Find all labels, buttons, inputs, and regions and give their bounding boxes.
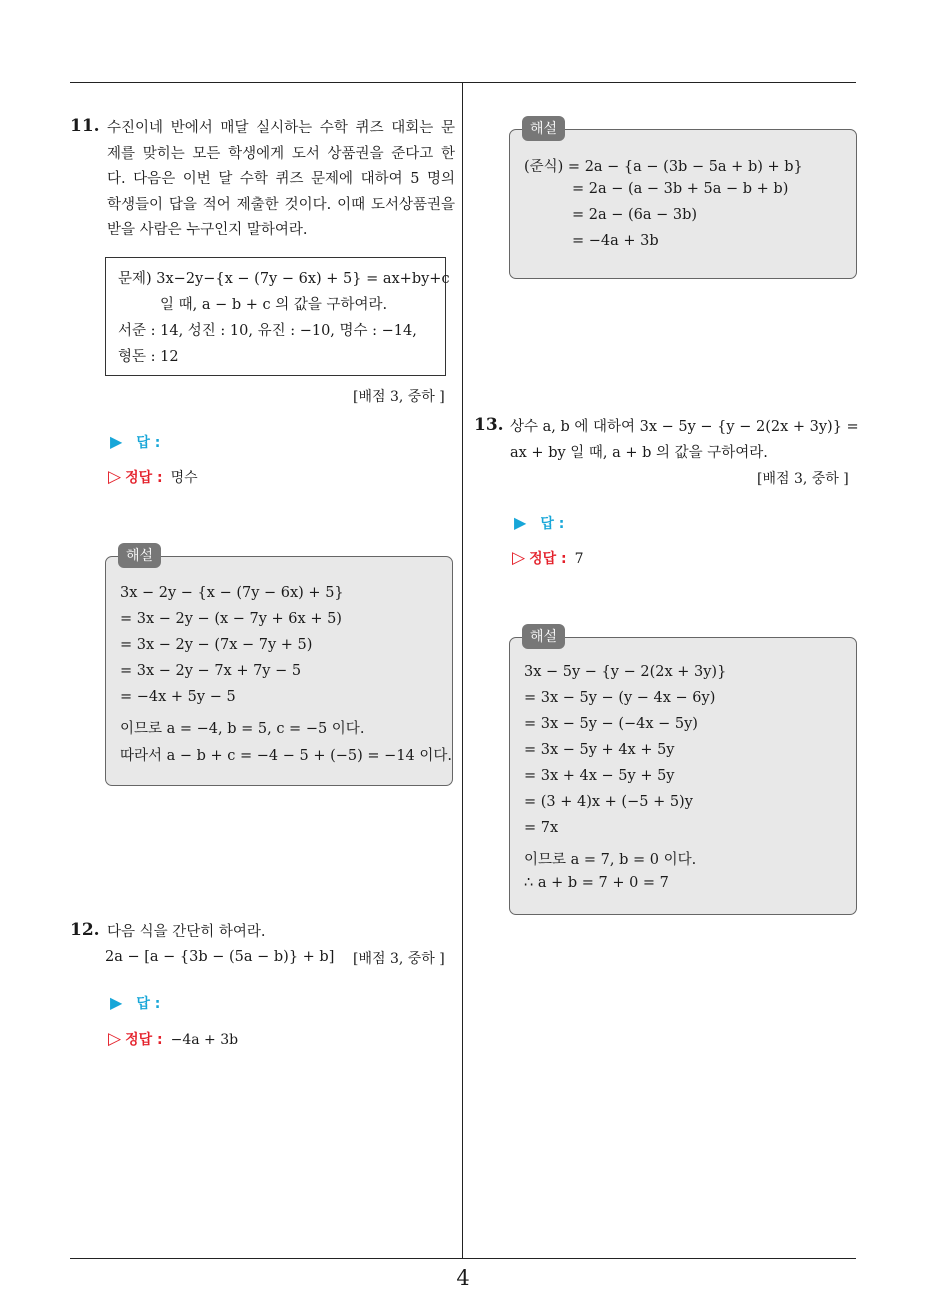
question-11-line: 수진이네 반에서 매달 실시하는 수학 퀴즈 대회는 문	[107, 120, 455, 136]
problem-line: 서준 : 14, 성진 : 10, 유진 : −10, 명수 : −14,	[118, 323, 417, 339]
correct-answer-row	[108, 467, 198, 487]
solution-tag: 해설	[118, 543, 161, 568]
answer-row[interactable]	[110, 432, 160, 452]
page-number: 4	[456, 1266, 470, 1290]
question-13-line: 상수 a, b 에 대하여 3x − 5y − {y − 2(2x + 3y)} =	[510, 419, 859, 435]
solution-line: 3x − 2y − {x − (7y − 6x) + 5}	[120, 585, 344, 601]
solution-line: = (3 + 4)x + (−5 + 5)y	[524, 794, 693, 810]
solution-line: 3x − 5y − {y − 2(2x + 3y)}	[524, 664, 727, 680]
problem-box	[105, 257, 450, 376]
correct-answer-row	[108, 1029, 238, 1049]
score-label: [배점 3, 중하 ]	[353, 389, 445, 405]
question-11-line: 다. 다음은 이번 달 수학 퀴즈 문제에 대하여 5 명의	[107, 171, 455, 187]
answer-label: 답 :	[136, 996, 161, 1012]
solution-box	[105, 548, 453, 786]
column-divider	[462, 82, 463, 1259]
score-label: [배점 3, 중하 ]	[353, 951, 445, 967]
correct-label: 정답 :	[125, 1032, 163, 1048]
question-number-12: 12.	[70, 920, 100, 940]
question-11-line: 제를 맞히는 모든 학생에게 도서 상품권을 준다고 한	[107, 145, 455, 162]
answer-label: 답 :	[136, 435, 161, 451]
problem-line: 형돈 : 12	[118, 349, 179, 365]
outline-triangle-icon: ▷	[512, 548, 526, 568]
correct-answer-value: 명수	[170, 470, 198, 486]
filled-triangle-icon: ▶	[110, 432, 123, 451]
correct-answer-value: −4a + 3b	[170, 1032, 239, 1048]
solution-line: = 7x	[524, 820, 559, 836]
solution-line: = −4x + 5y − 5	[120, 689, 236, 705]
answer-row[interactable]	[514, 513, 564, 533]
solution-box	[509, 121, 857, 279]
question-11-line: 받을 사람은 누구인지 말하여라.	[107, 222, 308, 238]
solution-line: = 3x − 2y − 7x + 7y − 5	[120, 663, 302, 679]
solution-line: 따라서 a − b + c = −4 − 5 + (−5) = −14 이다.	[120, 748, 453, 764]
outline-triangle-icon: ▷	[108, 467, 122, 487]
correct-answer-value: 7	[574, 551, 584, 567]
solution-tag: 해설	[522, 624, 565, 649]
top-rule	[70, 82, 856, 83]
problem-line: 문제) 3x−2y−{x − (7y − 6x) + 5} = ax+by+c	[118, 271, 450, 287]
score-label: [배점 3, 중하 ]	[757, 471, 849, 487]
solution-line: 이므로 a = −4, b = 5, c = −5 이다.	[120, 721, 365, 737]
solution-line: = −4a + 3b	[572, 233, 659, 249]
solution-line: (준식) = 2a − {a − (3b − 5a + b) + b}	[524, 159, 803, 175]
question-12-prompt: 다음 식을 간단히 하여라.	[107, 924, 266, 940]
correct-label: 정답 :	[125, 470, 163, 486]
bottom-rule	[70, 1258, 856, 1259]
solution-line: ∴ a + b = 7 + 0 = 7	[524, 875, 669, 891]
correct-label: 정답 :	[529, 551, 567, 567]
question-11-text	[107, 116, 455, 244]
question-number-11: 11.	[70, 116, 100, 136]
answer-label: 답 :	[540, 516, 565, 532]
filled-triangle-icon: ▶	[514, 513, 527, 532]
solution-line: 이므로 a = 7, b = 0 이다.	[524, 852, 697, 868]
filled-triangle-icon: ▶	[110, 993, 123, 1012]
solution-line: = 3x + 4x − 5y + 5y	[524, 768, 675, 784]
solution-line: = 2a − (6a − 3b)	[572, 207, 698, 223]
question-11-line: 학생들이 답을 적어 제출한 것이다. 이때 도서상품권을	[107, 196, 455, 213]
solution-line: = 3x − 2y − (x − 7y + 6x + 5)	[120, 611, 342, 627]
question-number-13: 13.	[474, 415, 504, 435]
solution-line: = 2a − (a − 3b + 5a − b + b)	[572, 181, 789, 197]
answer-row[interactable]	[110, 993, 160, 1013]
question-13-line: ax + by 일 때, a + b 의 값을 구하여라.	[510, 444, 768, 461]
solution-line: = 3x − 2y − (7x − 7y + 5)	[120, 637, 313, 653]
outline-triangle-icon: ▷	[108, 1029, 122, 1049]
question-13-text	[510, 415, 859, 466]
solution-line: = 3x − 5y − (y − 4x − 6y)	[524, 690, 716, 706]
solution-line: = 3x − 5y − (−4x − 5y)	[524, 716, 698, 732]
question-12-expression: 2a − [a − {3b − (5a − b)} + b]	[105, 949, 335, 965]
correct-answer-row	[512, 548, 584, 568]
solution-line: = 3x − 5y + 4x + 5y	[524, 742, 675, 758]
problem-line: 일 때, a − b + c 의 값을 구하여라.	[160, 297, 388, 313]
solution-box	[509, 629, 857, 915]
solution-tag: 해설	[522, 116, 565, 141]
